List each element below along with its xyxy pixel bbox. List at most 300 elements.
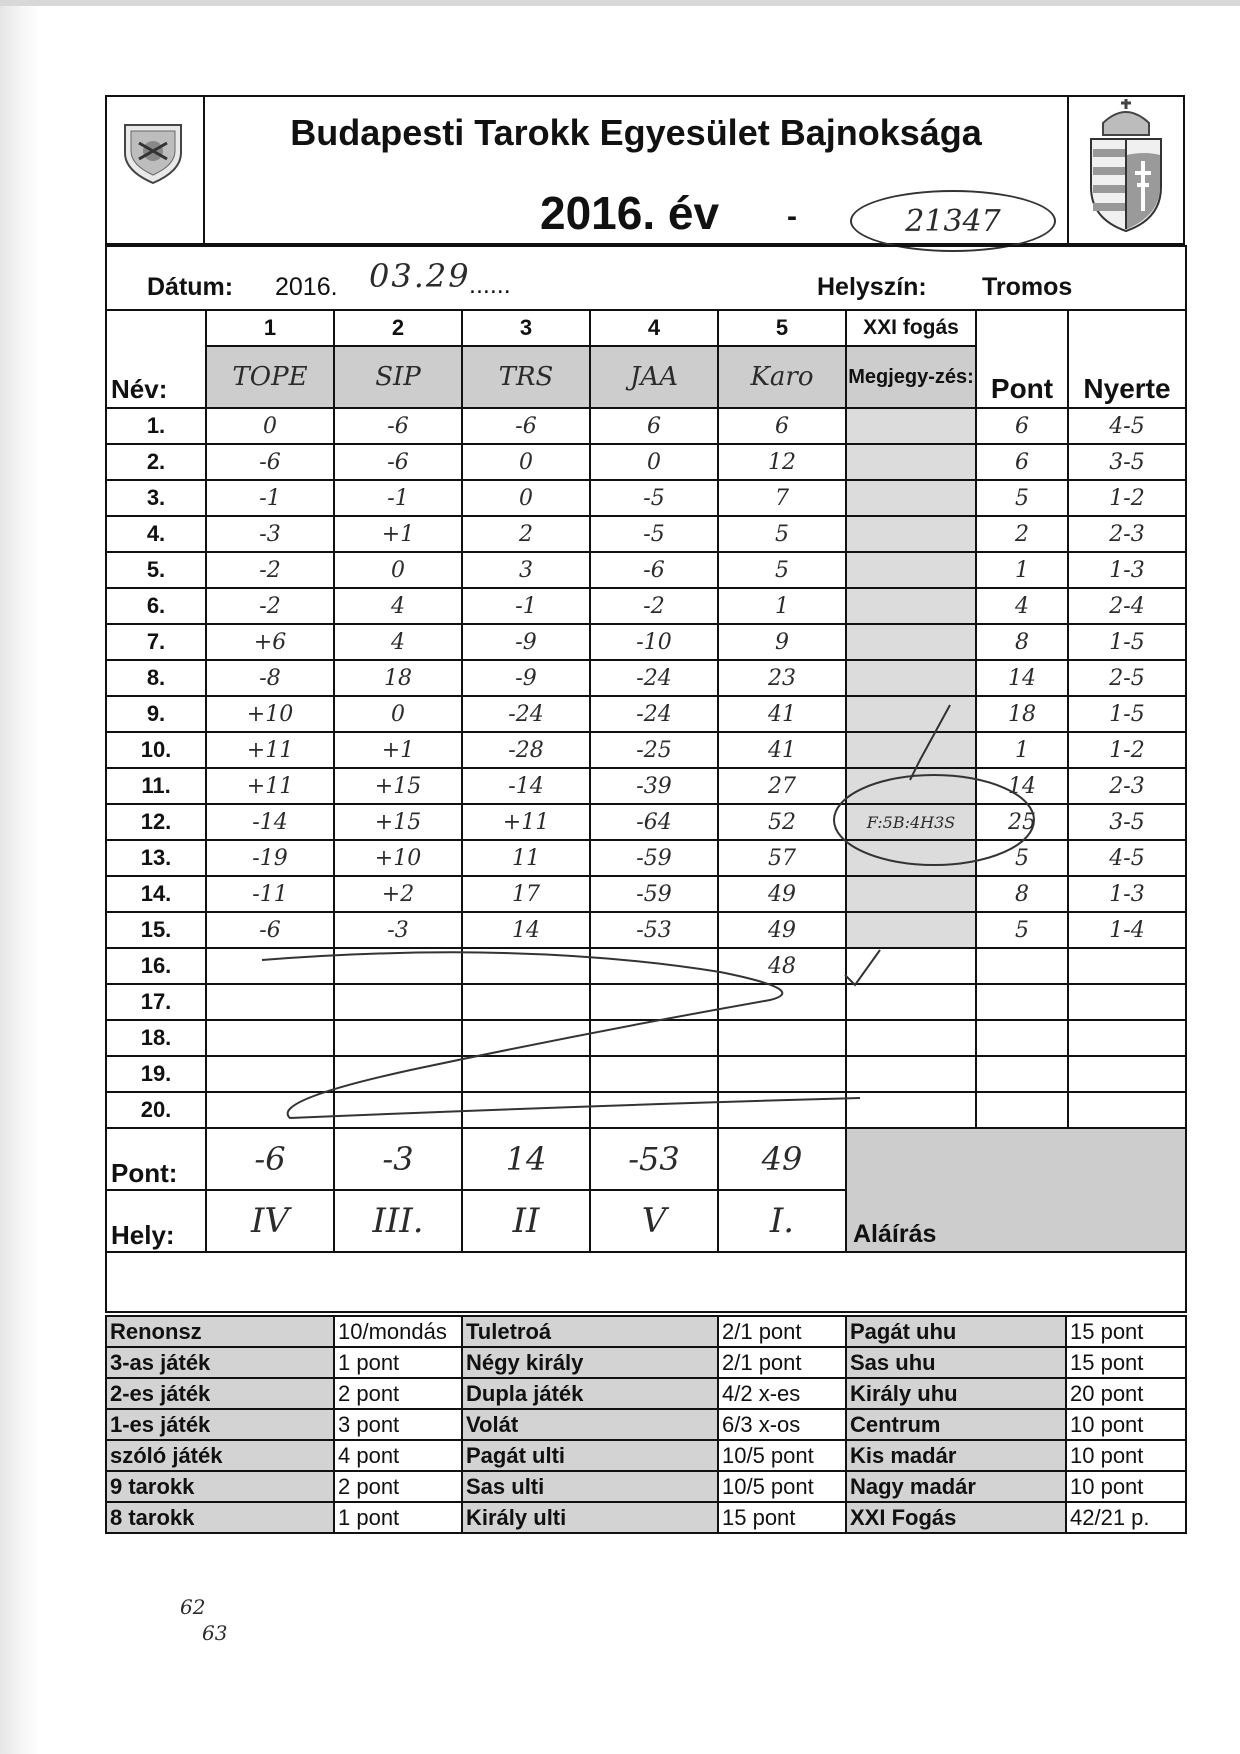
score-cell: 14 (462, 912, 590, 948)
nyerte-cell: 1-3 (1068, 876, 1186, 912)
score-cell (206, 1092, 334, 1128)
score-cell: -6 (334, 444, 462, 480)
score-cell: -25 (590, 732, 718, 768)
score-cell (590, 1056, 718, 1092)
total-pont-value: 49 (718, 1128, 846, 1190)
total-pont-value: -3 (334, 1128, 462, 1190)
scoring-legend (105, 1315, 1187, 1534)
legend-row (106, 1502, 1186, 1533)
score-cell: 27 (718, 768, 846, 804)
column-number: 5 (718, 310, 846, 346)
score-cell: -6 (590, 552, 718, 588)
pont-cell: 14 (976, 768, 1068, 804)
score-cell: -6 (206, 444, 334, 480)
signature-box: Aláírás (846, 1128, 1186, 1252)
legend-row (106, 1316, 1186, 1347)
player-name: TRS (462, 346, 590, 408)
note-cell (846, 1056, 976, 1092)
score-cell: -14 (206, 804, 334, 840)
score-cell (590, 1020, 718, 1056)
score-cell: 41 (718, 732, 846, 768)
score-cell: -9 (462, 660, 590, 696)
totals-hely-label: Hely: (106, 1190, 206, 1252)
legend-points: 2 pont (334, 1378, 462, 1409)
club-shield-icon (105, 95, 201, 241)
score-row (106, 1020, 1186, 1056)
note-cell (846, 912, 976, 948)
score-cell: 48 (718, 948, 846, 984)
score-cell: +10 (334, 840, 462, 876)
score-cell: 0 (590, 444, 718, 480)
row-number: 6. (106, 588, 206, 624)
pont-header: Pont (976, 310, 1068, 408)
score-cell: 2 (462, 516, 590, 552)
score-row (106, 444, 1186, 480)
legend-points: 10/5 pont (718, 1471, 846, 1502)
score-cell: -3 (334, 912, 462, 948)
year-dash: - (787, 200, 797, 233)
score-cell (718, 1092, 846, 1128)
row-number: 15. (106, 912, 206, 948)
note-cell (846, 984, 976, 1020)
nyerte-cell: 1-5 (1068, 696, 1186, 732)
legend-points: 6/3 x-os (718, 1409, 846, 1440)
nyerte-cell: 1-3 (1068, 552, 1186, 588)
legend-game: Tuletroá (462, 1316, 718, 1347)
margin-notes (140, 1595, 227, 1645)
nyerte-cell (1068, 984, 1186, 1020)
score-row (106, 408, 1186, 444)
note-cell (846, 624, 976, 660)
score-cell: 0 (462, 480, 590, 516)
score-row (106, 696, 1186, 732)
score-cell: +2 (334, 876, 462, 912)
place-value: II (462, 1190, 590, 1252)
score-row (106, 624, 1186, 660)
legend-row (106, 1409, 1186, 1440)
score-cell: 6 (718, 408, 846, 444)
totals-pont-row (106, 1128, 1186, 1190)
score-cell (334, 1056, 462, 1092)
score-cell (590, 948, 718, 984)
note-cell (846, 516, 976, 552)
legend-points: 10 pont (1066, 1440, 1186, 1471)
legend-row (106, 1471, 1186, 1502)
row-number: 9. (106, 696, 206, 732)
location-value: Tromos (982, 273, 1073, 301)
pont-cell: 2 (976, 516, 1068, 552)
score-cell (334, 1092, 462, 1128)
serial-number: 21347 (850, 190, 1056, 252)
pont-cell: 5 (976, 840, 1068, 876)
margin-note: 62 (180, 1595, 206, 1619)
row-number: 10. (106, 732, 206, 768)
score-cell: 23 (718, 660, 846, 696)
pont-cell: 14 (976, 660, 1068, 696)
nyerte-cell: 2-5 (1068, 660, 1186, 696)
row-number: 5. (106, 552, 206, 588)
legend-game: Centrum (846, 1409, 1066, 1440)
pont-cell: 1 (976, 552, 1068, 588)
score-cell (590, 1092, 718, 1128)
column-number: 3 (462, 310, 590, 346)
player-name: SIP (334, 346, 462, 408)
player-name: TOPE (206, 346, 334, 408)
note-cell (846, 480, 976, 516)
nyerte-cell (1068, 1020, 1186, 1056)
row-number: 18. (106, 1020, 206, 1056)
score-cell (334, 948, 462, 984)
score-cell (206, 1056, 334, 1092)
date-value: 03.29 (369, 257, 471, 295)
score-cell: 57 (718, 840, 846, 876)
info-cell (106, 246, 1186, 310)
score-cell (462, 1056, 590, 1092)
score-cell: 12 (718, 444, 846, 480)
score-cell: 52 (718, 804, 846, 840)
total-pont-value: -53 (590, 1128, 718, 1190)
score-cell: +15 (334, 768, 462, 804)
score-cell: -53 (590, 912, 718, 948)
nyerte-cell (1068, 1056, 1186, 1092)
legend-points: 2/1 pont (718, 1316, 846, 1347)
row-number: 3. (106, 480, 206, 516)
score-cell: -5 (590, 480, 718, 516)
score-cell: 5 (718, 552, 846, 588)
row-number: 14. (106, 876, 206, 912)
nyerte-cell: 4-5 (1068, 840, 1186, 876)
info-row (106, 246, 1186, 310)
score-row (106, 768, 1186, 804)
legend-points: 10/mondás (334, 1316, 462, 1347)
player-name: Karo (718, 346, 846, 408)
score-cell: +1 (334, 516, 462, 552)
score-cell (718, 1020, 846, 1056)
legend-game: Nagy madár (846, 1471, 1066, 1502)
note-cell (846, 696, 976, 732)
score-cell: -2 (206, 588, 334, 624)
score-cell (718, 984, 846, 1020)
place-value: I. (718, 1190, 846, 1252)
score-cell: 4 (334, 624, 462, 660)
legend-game: 8 tarokk (106, 1502, 334, 1533)
score-cell: 11 (462, 840, 590, 876)
score-cell: +10 (206, 696, 334, 732)
place-value: V (590, 1190, 718, 1252)
note-cell (846, 588, 976, 624)
score-cell: -2 (206, 552, 334, 588)
legend-points: 10 pont (1066, 1471, 1186, 1502)
note-cell (846, 444, 976, 480)
score-cell: -5 (590, 516, 718, 552)
score-cell: -1 (206, 480, 334, 516)
column-number: 1 (206, 310, 334, 346)
score-cell: -24 (590, 696, 718, 732)
score-cell: -1 (334, 480, 462, 516)
score-table (105, 245, 1187, 1313)
note-cell: F:5B:4H3S (846, 804, 976, 840)
nyerte-cell: 3-5 (1068, 444, 1186, 480)
pont-cell: 5 (976, 480, 1068, 516)
pont-cell: 8 (976, 624, 1068, 660)
legend-points: 15 pont (718, 1502, 846, 1533)
row-number: 11. (106, 768, 206, 804)
score-cell: 0 (334, 696, 462, 732)
score-cell: 41 (718, 696, 846, 732)
score-cell (206, 1020, 334, 1056)
legend-points: 15 pont (1066, 1347, 1186, 1378)
row-number: 7. (106, 624, 206, 660)
legend-game: Király ulti (462, 1502, 718, 1533)
score-cell: -11 (206, 876, 334, 912)
legend-points: 2/1 pont (718, 1347, 846, 1378)
score-row (106, 984, 1186, 1020)
totals-pont-label: Pont: (106, 1128, 206, 1190)
column-number-row (106, 310, 1186, 346)
score-row (106, 1056, 1186, 1092)
score-row (106, 876, 1186, 912)
nyerte-cell: 1-5 (1068, 624, 1186, 660)
row-number: 16. (106, 948, 206, 984)
legend-points: 10 pont (1066, 1409, 1186, 1440)
score-cell: 9 (718, 624, 846, 660)
score-row (106, 804, 1186, 840)
score-cell: +6 (206, 624, 334, 660)
score-cell: -9 (462, 624, 590, 660)
date-dots: ...... (469, 271, 511, 299)
score-cell: -6 (462, 408, 590, 444)
score-cell: +15 (334, 804, 462, 840)
nyerte-cell: 2-4 (1068, 588, 1186, 624)
xxi-header: XXI fogás (846, 310, 976, 346)
pont-cell: 4 (976, 588, 1068, 624)
score-cell: +11 (462, 804, 590, 840)
nyerte-cell (1068, 948, 1186, 984)
legend-game: Király uhu (846, 1378, 1066, 1409)
legend-row (106, 1440, 1186, 1471)
pont-cell (976, 1056, 1068, 1092)
nyerte-cell: 1-4 (1068, 912, 1186, 948)
score-cell: -6 (334, 408, 462, 444)
note-cell (846, 840, 976, 876)
score-cell: 3 (462, 552, 590, 588)
pont-cell (976, 984, 1068, 1020)
score-row (106, 1092, 1186, 1128)
legend-points: 4 pont (334, 1440, 462, 1471)
column-number: 2 (334, 310, 462, 346)
row-number: 2. (106, 444, 206, 480)
spacer-cell (106, 1252, 1186, 1312)
legend-game: Kis madár (846, 1440, 1066, 1471)
note-cell (846, 948, 976, 984)
legend-points: 42/21 p. (1066, 1502, 1186, 1533)
note-cell (846, 732, 976, 768)
score-cell: -28 (462, 732, 590, 768)
legend-game: Sas ulti (462, 1471, 718, 1502)
legend-row (106, 1347, 1186, 1378)
score-cell: 0 (462, 444, 590, 480)
score-cell (334, 1020, 462, 1056)
pont-cell: 6 (976, 444, 1068, 480)
row-number: 1. (106, 408, 206, 444)
note-cell (846, 552, 976, 588)
score-cell: -1 (462, 588, 590, 624)
row-number: 20. (106, 1092, 206, 1128)
note-cell (846, 1092, 976, 1128)
score-row (106, 912, 1186, 948)
pont-cell: 1 (976, 732, 1068, 768)
total-pont-value: 14 (462, 1128, 590, 1190)
club-logo (105, 95, 205, 245)
score-cell (462, 1020, 590, 1056)
year-label: 2016. év (540, 187, 720, 239)
legend-game: Pagát uhu (846, 1316, 1066, 1347)
hungarian-coat-of-arms-icon (1069, 95, 1183, 241)
score-cell: 0 (334, 552, 462, 588)
nyerte-cell (1068, 1092, 1186, 1128)
row-number: 19. (106, 1056, 206, 1092)
score-cell: -19 (206, 840, 334, 876)
score-cell: +11 (206, 768, 334, 804)
row-number: 12. (106, 804, 206, 840)
legend-game: Sas uhu (846, 1347, 1066, 1378)
legend-game: Pagát ulti (462, 1440, 718, 1471)
scan-top-edge (0, 0, 1240, 6)
note-header: Megjegy-zés: (846, 346, 976, 408)
score-row (106, 732, 1186, 768)
legend-points: 20 pont (1066, 1378, 1186, 1409)
note-cell (846, 876, 976, 912)
score-cell: 5 (718, 516, 846, 552)
score-cell: -10 (590, 624, 718, 660)
score-cell (462, 984, 590, 1020)
score-cell: -14 (462, 768, 590, 804)
name-header: Név: (106, 310, 206, 408)
score-cell: 49 (718, 912, 846, 948)
score-cell: -39 (590, 768, 718, 804)
score-cell: 18 (334, 660, 462, 696)
score-cell (462, 948, 590, 984)
legend-game: 9 tarokk (106, 1471, 334, 1502)
pont-cell (976, 1092, 1068, 1128)
row-number: 17. (106, 984, 206, 1020)
row-number: 8. (106, 660, 206, 696)
page-title: Budapesti Tarokk Egyesület Bajnoksága (290, 112, 982, 153)
note-cell (846, 408, 976, 444)
note-cell (846, 660, 976, 696)
legend-points: 1 pont (334, 1347, 462, 1378)
nyerte-cell: 2-3 (1068, 516, 1186, 552)
spacer-row (106, 1252, 1186, 1312)
pont-cell: 8 (976, 876, 1068, 912)
pont-cell: 18 (976, 696, 1068, 732)
note-cell (846, 768, 976, 804)
total-pont-value: -6 (206, 1128, 334, 1190)
pont-cell (976, 948, 1068, 984)
score-row (106, 588, 1186, 624)
legend-points: 3 pont (334, 1409, 462, 1440)
legend-points: 15 pont (1066, 1316, 1186, 1347)
legend-game: 1-es játék (106, 1409, 334, 1440)
score-row (106, 552, 1186, 588)
score-cell: -24 (462, 696, 590, 732)
legend-points: 1 pont (334, 1502, 462, 1533)
nyerte-cell: 1-2 (1068, 732, 1186, 768)
legend-game: XXI Fogás (846, 1502, 1066, 1533)
legend-game: 2-es játék (106, 1378, 334, 1409)
place-value: III. (334, 1190, 462, 1252)
score-cell: 6 (590, 408, 718, 444)
pont-cell: 25 (976, 804, 1068, 840)
margin-note: 63 (202, 1621, 228, 1645)
score-row (106, 516, 1186, 552)
score-cell: -59 (590, 876, 718, 912)
score-cell (590, 984, 718, 1020)
score-cell: -6 (206, 912, 334, 948)
note-cell (846, 1020, 976, 1056)
score-row (106, 948, 1186, 984)
score-cell: -64 (590, 804, 718, 840)
score-cell: 7 (718, 480, 846, 516)
score-cell (718, 1056, 846, 1092)
pont-cell (976, 1020, 1068, 1056)
score-cell: +11 (206, 732, 334, 768)
score-row (106, 480, 1186, 516)
player-name: JAA (590, 346, 718, 408)
legend-points: 10/5 pont (718, 1440, 846, 1471)
pont-cell: 6 (976, 408, 1068, 444)
nyerte-cell: 3-5 (1068, 804, 1186, 840)
legend-points: 4/2 x-es (718, 1378, 846, 1409)
legend-game: Volát (462, 1409, 718, 1440)
score-cell (206, 984, 334, 1020)
score-cell (334, 984, 462, 1020)
nyerte-header: Nyerte (1068, 310, 1186, 408)
score-cell: 17 (462, 876, 590, 912)
nyerte-cell: 1-2 (1068, 480, 1186, 516)
score-cell: -24 (590, 660, 718, 696)
legend-game: 3-as játék (106, 1347, 334, 1378)
row-number: 13. (106, 840, 206, 876)
score-cell: -8 (206, 660, 334, 696)
coat-of-arms (1067, 95, 1185, 245)
column-number: 4 (590, 310, 718, 346)
score-cell: 0 (206, 408, 334, 444)
nyerte-cell: 4-5 (1068, 408, 1186, 444)
score-cell: -2 (590, 588, 718, 624)
score-cell: 1 (718, 588, 846, 624)
pont-cell: 5 (976, 912, 1068, 948)
score-row (106, 840, 1186, 876)
place-value: IV (206, 1190, 334, 1252)
score-cell: 49 (718, 876, 846, 912)
date-label: Dátum: (147, 273, 234, 301)
legend-row (106, 1378, 1186, 1409)
legend-points: 2 pont (334, 1471, 462, 1502)
score-cell: +1 (334, 732, 462, 768)
legend-game: Négy király (462, 1347, 718, 1378)
score-row (106, 660, 1186, 696)
legend-game: Dupla játék (462, 1378, 718, 1409)
score-cell (206, 948, 334, 984)
date-prefix: 2016. (275, 273, 338, 301)
legend-game: Renonsz (106, 1316, 334, 1347)
scan-edge (0, 0, 40, 1754)
score-cell: -3 (206, 516, 334, 552)
score-cell: 4 (334, 588, 462, 624)
score-cell: -59 (590, 840, 718, 876)
nyerte-cell: 2-3 (1068, 768, 1186, 804)
